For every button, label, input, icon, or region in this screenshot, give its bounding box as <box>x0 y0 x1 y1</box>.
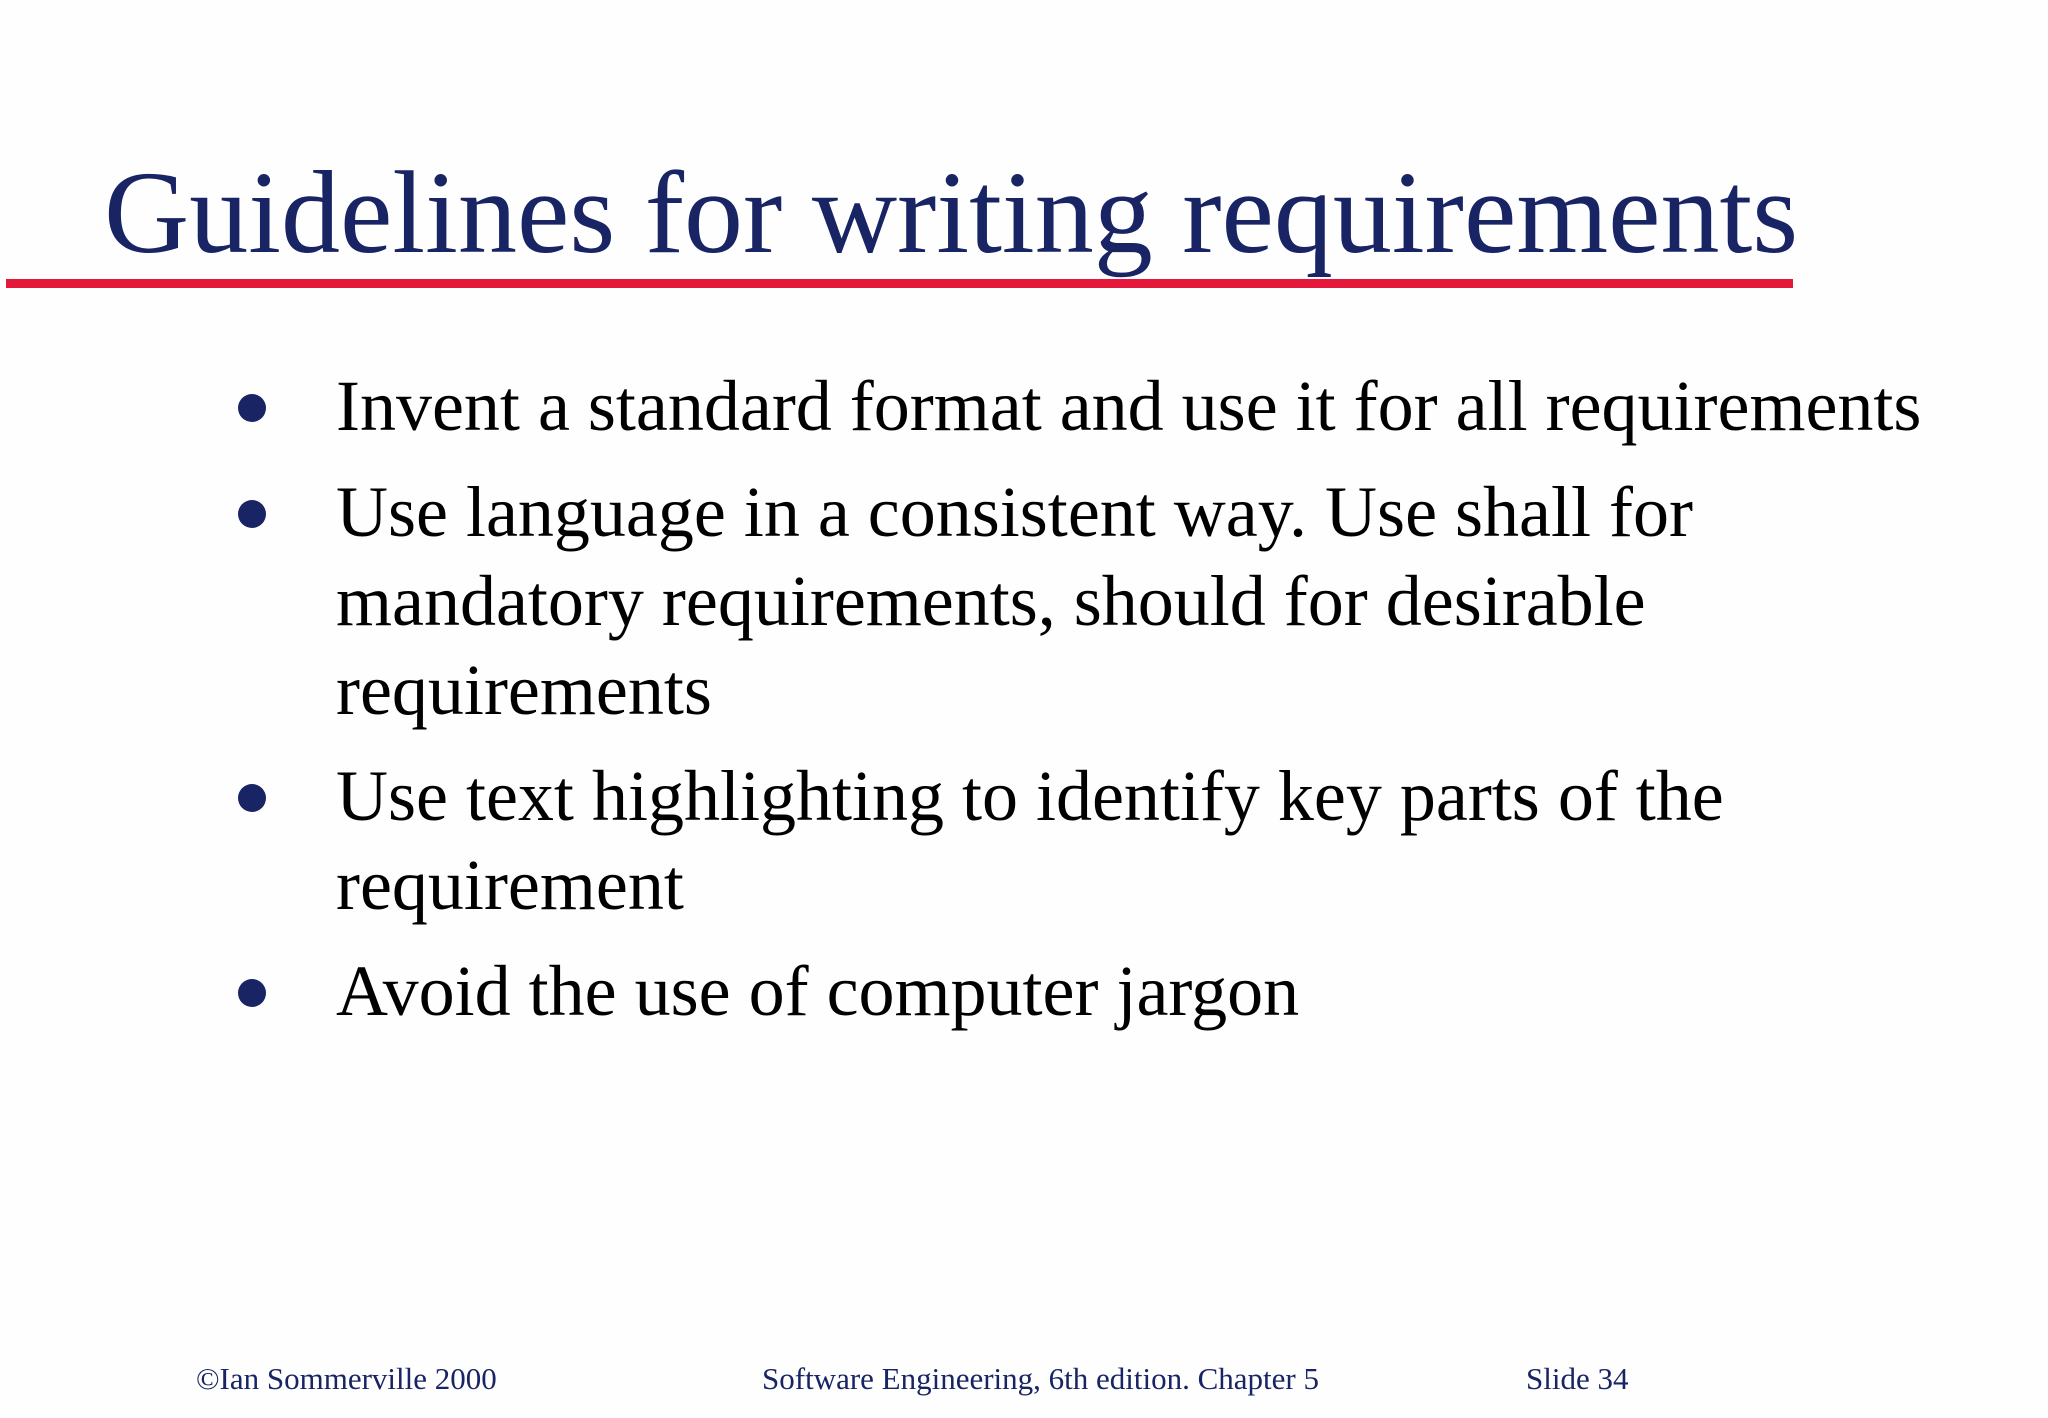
footer-copyright: ©Ian Sommerville 2000 <box>196 1361 497 1396</box>
bullet-icon <box>238 394 266 422</box>
bullet-item <box>0 362 1986 451</box>
footer-book-title: Software Engineering, 6th edition. Chapter 5 <box>762 1361 1320 1396</box>
bullet-text: Avoid the use of computer jargon <box>336 951 1300 1031</box>
bullet-item <box>0 947 1986 1036</box>
bullet-icon <box>238 979 266 1007</box>
bullet-text: Use text highlighting to identify key parts of the requirement <box>336 756 1724 925</box>
bullet-icon <box>238 784 266 812</box>
bullet-icon <box>238 500 266 528</box>
bullet-list <box>0 362 1986 1053</box>
bullet-item <box>0 752 1986 930</box>
slide-title: Guidelines for writing requirements <box>104 147 1799 278</box>
bullet-item <box>0 468 1986 735</box>
bullet-text: Invent a standard format and use it for all requirements <box>336 366 1922 446</box>
footer-slide-number: Slide 34 <box>1526 1361 1629 1396</box>
title-underline <box>6 279 1793 288</box>
bullet-text: Use language in a consistent way. Use shall for mandatory requirements, should for desirable requirements <box>336 472 1693 730</box>
